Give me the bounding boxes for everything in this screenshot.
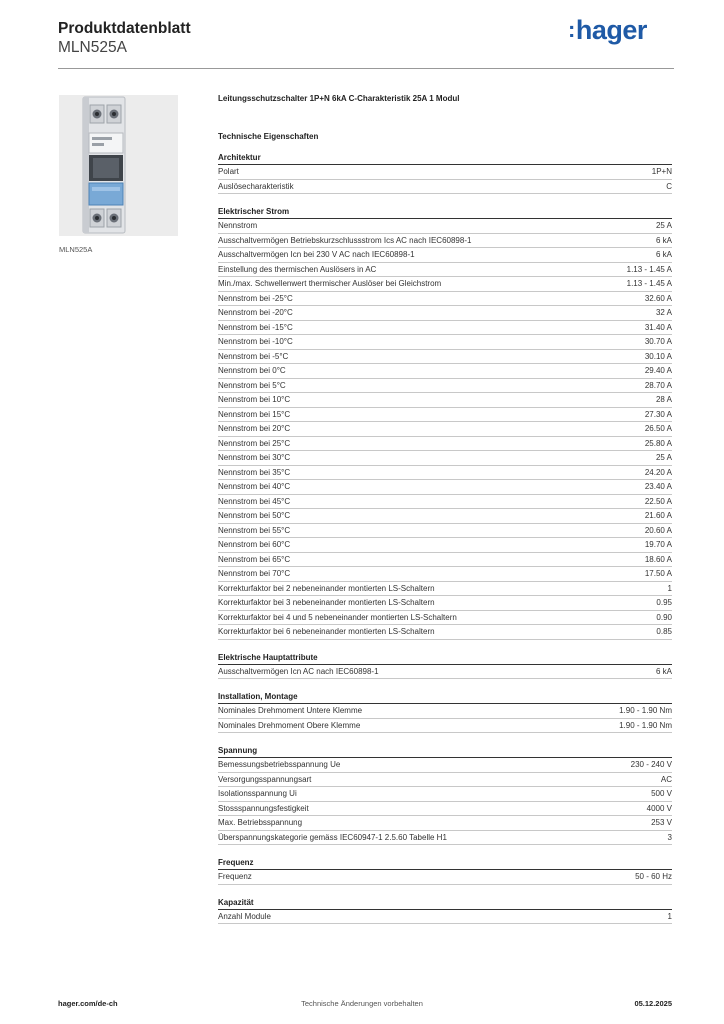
spec-label: Polart	[218, 167, 239, 176]
spec-label: Korrekturfaktor bei 6 nebeneinander montierten LS-Schaltern	[218, 627, 435, 636]
spec-label: Ausschaltvermögen Betriebskurzschlussstrom Ics AC nach IEC60898-1	[218, 235, 472, 245]
spec-row	[218, 306, 672, 321]
spec-label: Überspannungskategorie gemäss IEC60947-1 2.5.60 Tabelle H1	[218, 832, 447, 842]
spec-value: 17.50 A	[644, 569, 672, 578]
spec-value: 18.60 A	[644, 554, 672, 564]
spec-value: 32.60 A	[644, 293, 672, 303]
spec-row	[218, 704, 672, 719]
spec-value: 230 - 240 V	[630, 760, 672, 769]
spec-value: 1P+N	[651, 167, 672, 176]
spec-label: Nennstrom bei 40°C	[218, 482, 291, 491]
spec-row	[218, 165, 672, 180]
footer-date: 05.12.2025	[634, 999, 672, 1008]
spec-row	[218, 437, 672, 452]
spec-value: 30.10 A	[644, 351, 672, 361]
spec-row	[218, 277, 672, 292]
spec-row	[218, 408, 672, 423]
spec-group	[218, 857, 672, 885]
spec-row	[218, 582, 672, 597]
spec-row	[218, 831, 672, 846]
spec-label: Max. Betriebsspannung	[218, 818, 303, 827]
spec-row	[218, 910, 672, 925]
spec-row	[218, 451, 672, 466]
spec-value: 6 kA	[655, 666, 672, 676]
spec-label: Isolationsspannung Ui	[218, 789, 297, 798]
spec-content	[218, 94, 672, 936]
spec-value: 25 A	[655, 221, 672, 230]
spec-label: Nennstrom bei 65°C	[218, 554, 291, 564]
spec-row	[218, 611, 672, 626]
spec-label: Nennstrom bei -10°C	[218, 337, 293, 346]
spec-group	[218, 652, 672, 680]
spec-label: Nennstrom bei 55°C	[218, 525, 291, 535]
page-title: Produktdatenblatt	[58, 20, 191, 37]
spec-value: AC	[660, 774, 672, 784]
spec-label: Ausschaltvermögen Icn AC nach IEC60898-1	[218, 666, 379, 676]
spec-value: 1	[667, 583, 672, 593]
spec-value: 0.90	[656, 612, 672, 622]
spec-value: 25 A	[655, 453, 672, 462]
spec-group-title: Elektrischer Strom	[218, 206, 672, 219]
spec-row	[218, 567, 672, 582]
spec-row	[218, 596, 672, 611]
spec-row	[218, 248, 672, 263]
spec-row	[218, 219, 672, 234]
product-image	[59, 95, 178, 236]
spec-groups	[218, 152, 672, 936]
spec-row	[218, 625, 672, 640]
spec-value: 0.95	[656, 598, 672, 607]
spec-label: Nennstrom	[218, 221, 258, 230]
spec-row	[218, 379, 672, 394]
spec-row	[218, 364, 672, 379]
spec-value: C	[666, 181, 672, 191]
spec-value: 27.30 A	[644, 409, 672, 419]
spec-value: 28 A	[655, 395, 672, 404]
spec-label: Nennstrom bei 0°C	[218, 366, 286, 375]
spec-row	[218, 802, 672, 817]
section-heading: Technische Eigenschaften	[218, 132, 319, 141]
spec-value: 22.50 A	[644, 496, 672, 506]
spec-row	[218, 773, 672, 788]
group-spacer	[218, 930, 672, 936]
spec-group-title: Architektur	[218, 152, 672, 165]
spec-row	[218, 787, 672, 802]
spec-value: 0.85	[656, 627, 672, 636]
spec-group-title: Spannung	[218, 745, 672, 758]
spec-row	[218, 234, 672, 249]
spec-label: Nennstrom bei 5°C	[218, 380, 286, 390]
spec-value: 3	[667, 832, 672, 842]
spec-row	[218, 321, 672, 336]
spec-value: 30.70 A	[644, 337, 672, 346]
document-title: Leitungsschutzschalter 1P+N 6kA C-Charakteristik 25A 1 Modul	[218, 94, 460, 103]
spec-label: Nennstrom bei 15°C	[218, 409, 291, 419]
spec-label: Auslösecharakteristik	[218, 181, 294, 191]
spec-value: 4000 V	[646, 803, 672, 813]
spec-row	[218, 509, 672, 524]
spec-label: Frequenz	[218, 872, 252, 881]
spec-row	[218, 524, 672, 539]
spec-label: Nennstrom bei -25°C	[218, 293, 293, 303]
hager-logo[interactable]	[568, 15, 647, 46]
spec-value: 32 A	[655, 308, 672, 317]
spec-label: Nominales Drehmoment Untere Klemme	[218, 706, 363, 715]
spec-label: Korrekturfaktor bei 2 nebeneinander montierten LS-Schaltern	[218, 583, 435, 593]
spec-row	[218, 719, 672, 734]
image-caption: MLN525A	[59, 245, 93, 254]
spec-value: 50 - 60 Hz	[635, 872, 672, 881]
spec-value: 19.70 A	[644, 540, 672, 549]
spec-row	[218, 263, 672, 278]
spec-row	[218, 335, 672, 350]
spec-row	[218, 180, 672, 195]
spec-value: 1.90 - 1.90 Nm	[619, 706, 672, 715]
spec-value: 1.13 - 1.45 A	[626, 279, 672, 288]
spec-label: Anzahl Module	[218, 911, 271, 921]
spec-value: 24.20 A	[644, 467, 672, 477]
spec-group-title: Installation, Montage	[218, 691, 672, 704]
spec-row	[218, 758, 672, 773]
spec-value: 500 V	[651, 789, 672, 798]
spec-value: 253 V	[651, 818, 672, 827]
spec-group	[218, 691, 672, 733]
spec-label: Nennstrom bei 30°C	[218, 453, 291, 462]
spec-label: Nennstrom bei 10°C	[218, 395, 291, 404]
spec-label: Einstellung des thermischen Auslösers in AC	[218, 264, 377, 274]
spec-group-title: Kapazität	[218, 897, 672, 910]
spec-value: 23.40 A	[644, 482, 672, 491]
spec-row	[218, 816, 672, 831]
spec-label: Nennstrom bei 25°C	[218, 438, 291, 448]
spec-label: Ausschaltvermögen Icn bei 230 V AC nach IEC60898-1	[218, 250, 415, 259]
spec-row	[218, 495, 672, 510]
spec-value: 29.40 A	[644, 366, 672, 375]
spec-label: Nennstrom bei -5°C	[218, 351, 289, 361]
spec-group	[218, 206, 672, 640]
spec-row	[218, 292, 672, 307]
spec-group-title: Frequenz	[218, 857, 672, 870]
spec-value: 1.13 - 1.45 A	[626, 264, 672, 274]
spec-label: Nominales Drehmoment Obere Klemme	[218, 720, 361, 730]
spec-row	[218, 422, 672, 437]
spec-row	[218, 480, 672, 495]
spec-group	[218, 152, 672, 194]
spec-label: Bemessungsbetriebsspannung Ue	[218, 760, 341, 769]
spec-value: 6 kA	[655, 250, 672, 259]
spec-label: Nennstrom bei 70°C	[218, 569, 291, 578]
spec-label: Korrekturfaktor bei 3 nebeneinander montierten LS-Schaltern	[218, 598, 435, 607]
spec-label: Nennstrom bei 60°C	[218, 540, 291, 549]
spec-group-title: Elektrische Hauptattribute	[218, 652, 672, 665]
spec-label: Nennstrom bei -20°C	[218, 308, 293, 317]
spec-label: Nennstrom bei 50°C	[218, 511, 291, 520]
spec-group	[218, 897, 672, 925]
spec-row	[218, 665, 672, 680]
footer-disclaimer: Technische Änderungen vorbehalten	[301, 999, 423, 1008]
spec-value: 6 kA	[655, 235, 672, 245]
spec-value: 26.50 A	[644, 424, 672, 433]
spec-label: Nennstrom bei 45°C	[218, 496, 291, 506]
spec-label: Nennstrom bei 20°C	[218, 424, 291, 433]
footer-website-link[interactable]: hager.com/de-ch	[58, 999, 118, 1008]
spec-label: Nennstrom bei 35°C	[218, 467, 291, 477]
product-code: MLN525A	[58, 39, 127, 56]
spec-value: 20.60 A	[644, 525, 672, 535]
circuit-breaker-icon	[59, 95, 178, 236]
spec-value: 1	[667, 911, 672, 921]
spec-value: 28.70 A	[644, 380, 672, 390]
spec-value: 25.80 A	[644, 438, 672, 448]
spec-row	[218, 553, 672, 568]
spec-label: Min./max. Schwellenwert thermischer Auslöser bei Gleichstrom	[218, 279, 442, 288]
spec-label: Versorgungsspannungsart	[218, 774, 312, 784]
spec-row	[218, 393, 672, 408]
spec-value: 1.90 - 1.90 Nm	[619, 720, 672, 730]
spec-value: 21.60 A	[644, 511, 672, 520]
header-divider	[58, 68, 674, 69]
logo-text: hager	[575, 15, 647, 45]
spec-row	[218, 538, 672, 553]
spec-row	[218, 350, 672, 365]
spec-label: Stossspannungsfestigkeit	[218, 803, 309, 813]
spec-row	[218, 870, 672, 885]
spec-value: 31.40 A	[644, 322, 672, 332]
spec-label: Nennstrom bei -15°C	[218, 322, 293, 332]
spec-row	[218, 466, 672, 481]
spec-group	[218, 745, 672, 845]
spec-label: Korrekturfaktor bei 4 und 5 nebeneinander montierten LS-Schaltern	[218, 612, 457, 622]
logo-colon-icon: :	[568, 17, 575, 42]
